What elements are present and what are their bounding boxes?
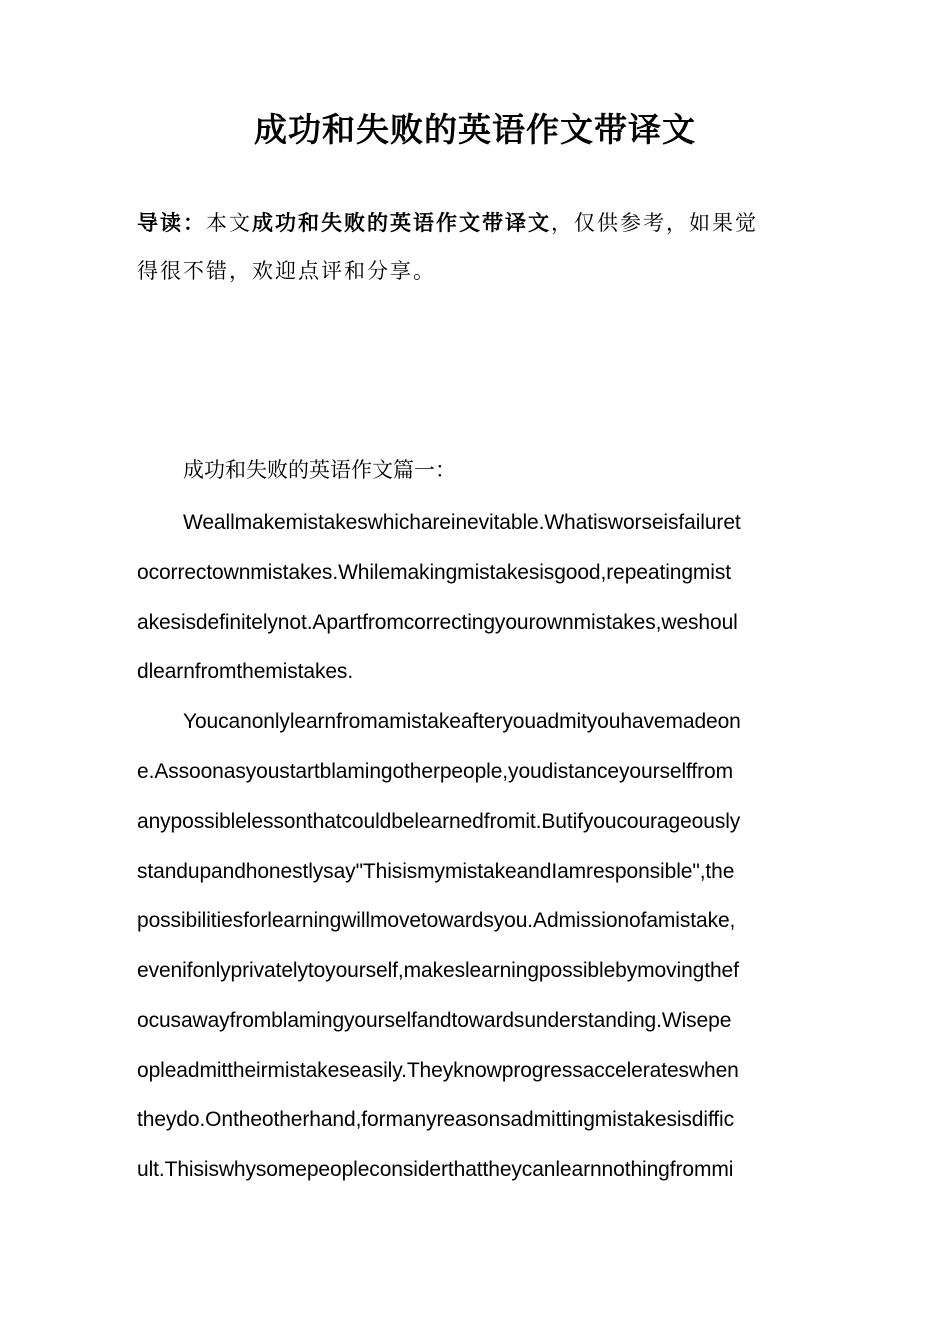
- intro-suffix: ，仅供参考，如果觉: [551, 211, 758, 235]
- document-title: 成功和失败的英语作文带译文: [254, 110, 696, 149]
- paragraph-2-line: theydo.Ontheotherhand,formanyreasonsadmittingmistakesisdiffic: [137, 1108, 735, 1131]
- intro-label: 导读：: [137, 211, 206, 235]
- intro-prefix: 本文: [206, 211, 252, 235]
- paragraph-2-line: opleadmittheirmistakeseasily.Theyknowprogressaccelerateswhen: [137, 1059, 739, 1082]
- paragraph-1-line: akesisdefinitelynot.Apartfromcorrectingyourownmistakes,weshoul: [137, 611, 738, 634]
- paragraph-2-line: ult.Thisiswhysomepeopleconsiderthattheycanlearnnothingfrommi: [137, 1158, 734, 1181]
- intro-line-2: 得很不错，欢迎点评和分享。: [137, 259, 436, 283]
- intro-paragraph: [137, 199, 827, 295]
- paragraph-2-line: Youcanonlylearnfromamistakeafteryouadmityouhavemadeon: [183, 710, 741, 733]
- intro-bold-title: 成功和失败的英语作文带译文: [252, 211, 551, 235]
- paragraph-1-line: ocorrectownmistakes.Whilemakingmistakesisgood,repeatingmist: [137, 561, 732, 584]
- paragraph-1-line: Weallmakemistakeswhichareinevitable.Whatisworseisfailuret: [183, 511, 741, 534]
- paragraph-2-line: possibilitiesforlearningwillmovetowardsyou.Admissionofamistake,: [137, 909, 736, 932]
- paragraph-2-line: evenifonlyprivatelytoyourself,makeslearningpossiblebymovingthef: [137, 959, 739, 982]
- paragraph-2-line: ocusawayfromblamingyourselfandtowardsunderstanding.Wisepe: [137, 1009, 732, 1032]
- section-heading: 成功和失败的英语作文篇一：: [183, 458, 456, 482]
- paragraph-2-line: anypossiblelessonthatcouldbelearnedfromit.Butifyoucourageously: [137, 810, 741, 833]
- paragraph-2-line: standupandhonestlysay"ThisismymistakeandIamresponsible",the: [137, 860, 735, 883]
- paragraph-1-line: dlearnfromthemistakes.: [137, 660, 354, 683]
- paragraph-2-line: e.Assoonasyoustartblamingotherpeople,youdistanceyourselffrom: [137, 760, 733, 783]
